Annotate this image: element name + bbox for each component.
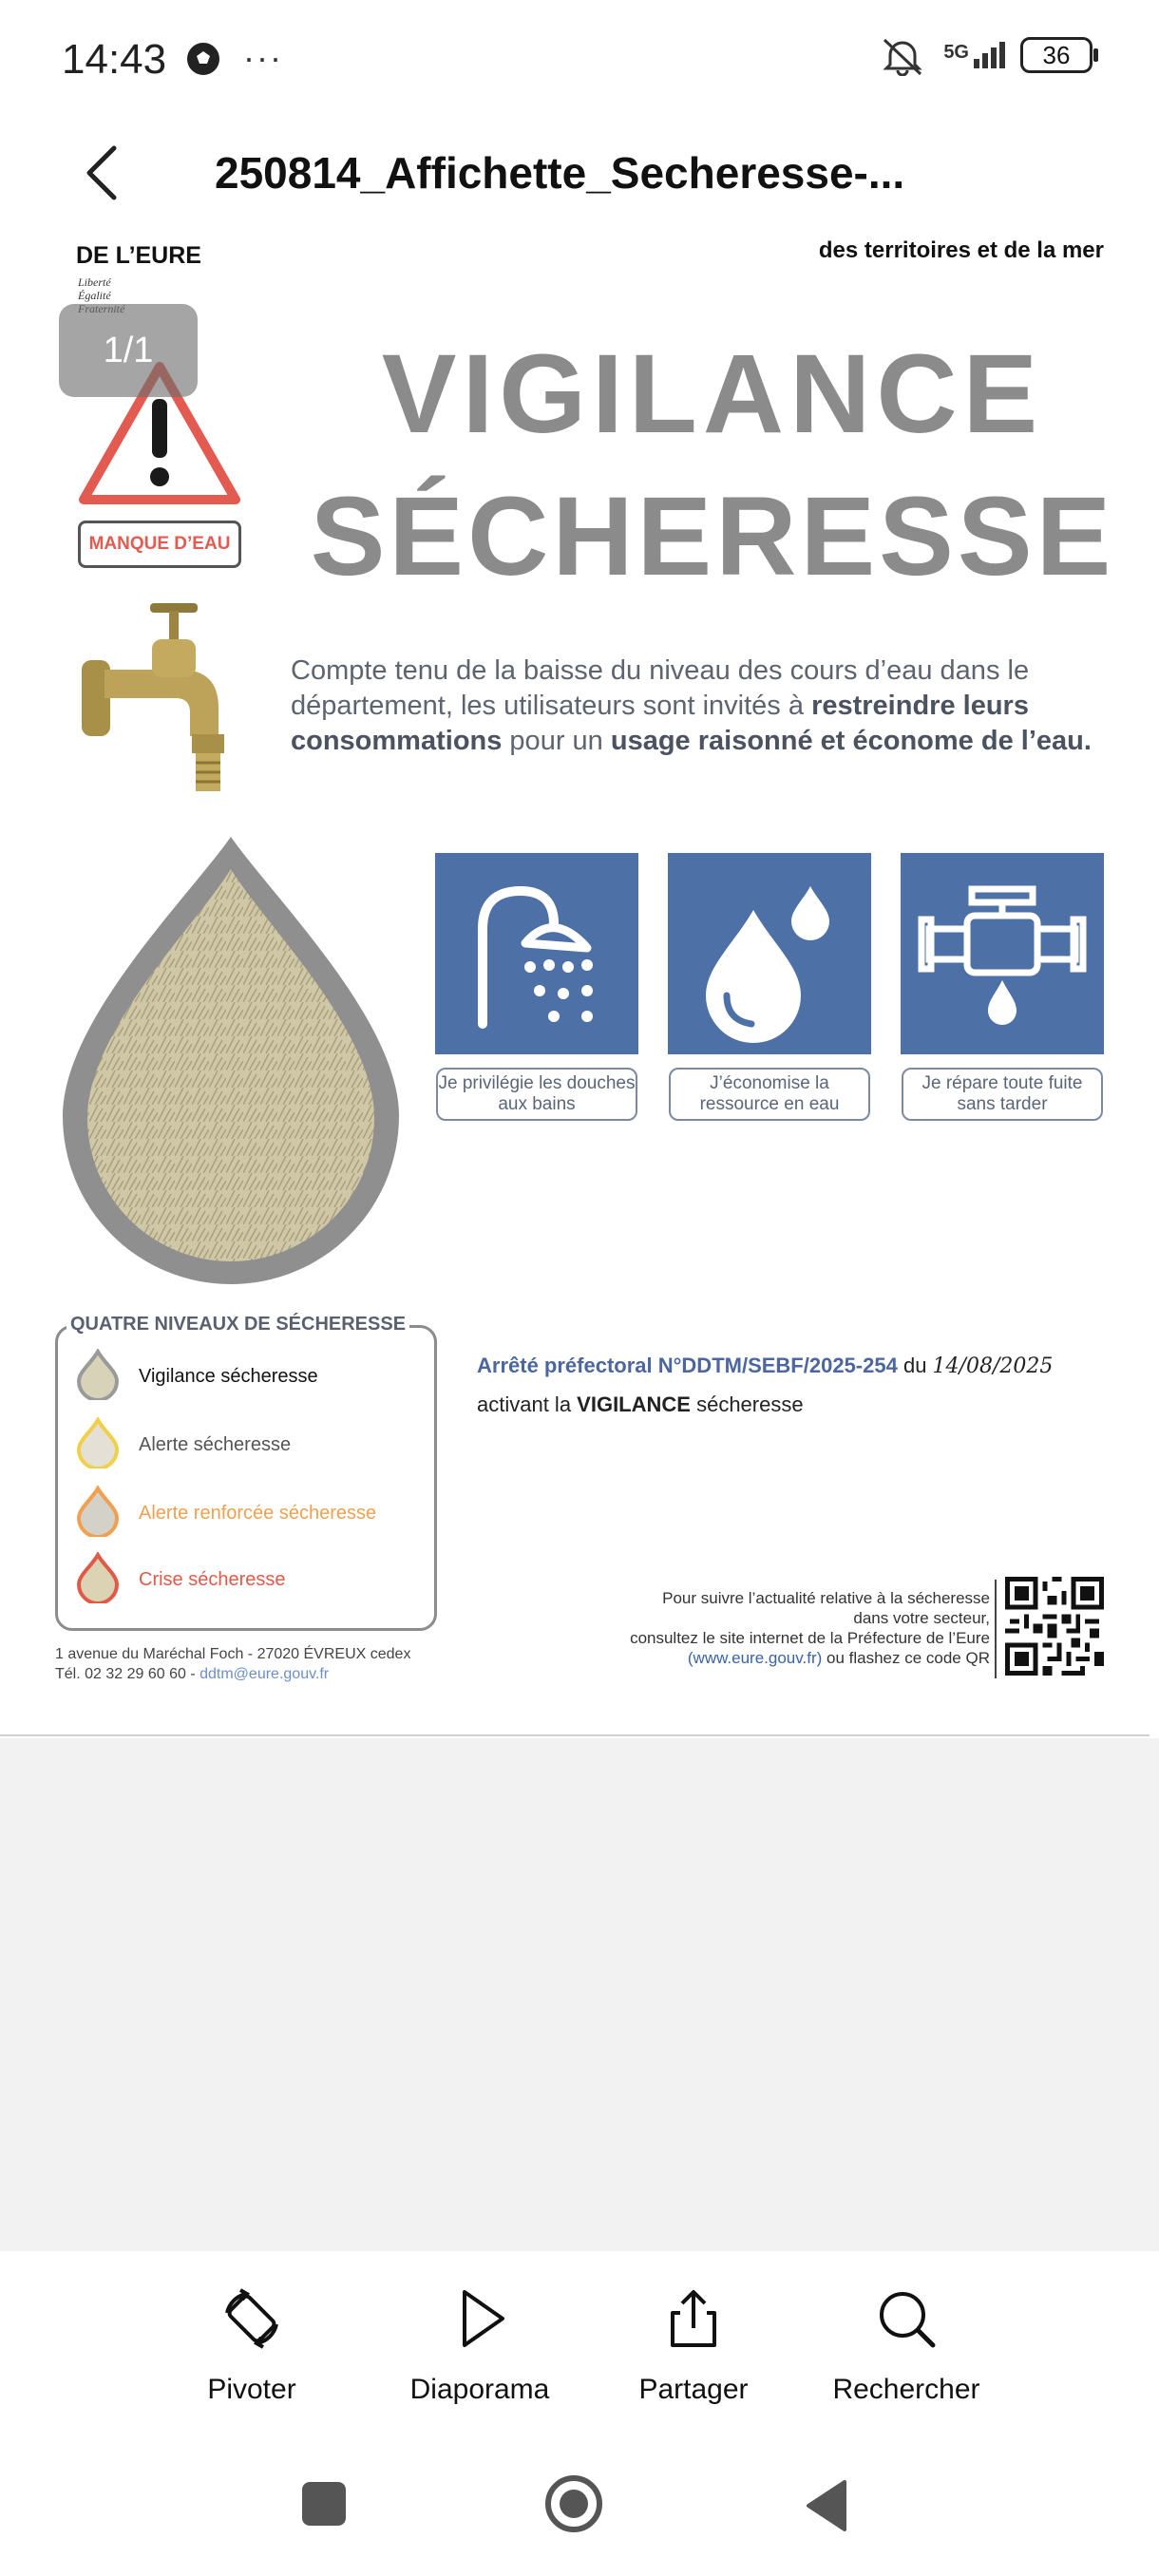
share-button[interactable] [598, 2284, 788, 2406]
document-title: 250814_Affichette_Secheresse-... [215, 148, 905, 198]
shower-icon [435, 853, 638, 1054]
back-arrow-icon[interactable] [78, 142, 125, 203]
rotate-button[interactable] [157, 2284, 347, 2406]
motto-line: Égalité [78, 289, 111, 302]
search-button[interactable] [811, 2284, 1001, 2406]
poster-title-line2: SÉCHERESSE [310, 474, 1115, 599]
level-label: Alerte renforcée sécheresse [139, 1503, 377, 1524]
football-icon [186, 42, 220, 76]
prefecture-name: DE L’EURE [76, 242, 201, 269]
qr-text-line: consultez le site internet de la Préfecture de l’Eure [630, 1629, 990, 1647]
intro-bold: restreindre leurs consommations [291, 691, 1029, 756]
motto-line: Liberté [78, 275, 111, 289]
arrete-reference [477, 1354, 1053, 1378]
arrete-number: Arrêté préfectoral N°DDTM/SEBF/2025-254 [477, 1354, 898, 1377]
qr-instructions [534, 1588, 990, 1668]
search-icon [872, 2284, 940, 2353]
status-time: 14:43 [62, 36, 167, 83]
home-button[interactable] [544, 2474, 603, 2533]
viewer-background [0, 1738, 1159, 2251]
qr-text-line: ou flashez ce code QR [822, 1649, 990, 1667]
intro-text [291, 653, 1115, 759]
slideshow-button[interactable] [385, 2284, 575, 2406]
qr-text-line: dans votre secteur, [853, 1609, 990, 1627]
alerte-drop-icon [74, 1417, 122, 1468]
slideshow-label: Diaporama [409, 2374, 550, 2405]
search-label: Rechercher [832, 2374, 980, 2405]
intro-part: pour un [502, 726, 611, 756]
intro-bold: usage raisonné et économe de l’eau. [610, 726, 1092, 756]
level-label: Alerte sécheresse [139, 1434, 292, 1455]
action-label: Je répare toute fuite sans tarder [902, 1068, 1103, 1121]
alerte-renforcee-drop-icon [74, 1486, 122, 1537]
activation-part: sécheresse [690, 1392, 804, 1416]
intro-part: Compte tenu de la baisse du niveau des cours d’eau dans le département, les utilisateurs sont invités à [291, 655, 1030, 721]
action-label: J’économise la ressource en eau [669, 1068, 870, 1121]
address-phone: Tél. 02 32 29 60 60 - [55, 1666, 200, 1682]
poster-title-line1: VIGILANCE [381, 331, 1044, 457]
activation-part: activant la [477, 1392, 578, 1416]
address-line: 1 avenue du Maréchal Foch - 27020 ÉVREUX cedex [55, 1646, 411, 1662]
activation-bold: VIGILANCE [577, 1392, 691, 1416]
status-indicators [877, 34, 1092, 76]
share-icon [659, 2284, 728, 2353]
shower-icon-tile [435, 853, 638, 1054]
address-email: ddtm@eure.gouv.fr [200, 1666, 330, 1682]
drought-levels-title: QUATRE NIVEAUX DE SÉCHERESSE [66, 1314, 409, 1335]
level-label: Vigilance sécheresse [139, 1366, 318, 1387]
qr-divider [995, 1580, 997, 1678]
signal-icon [943, 42, 1005, 68]
water-drop-icon [668, 853, 871, 1054]
water-tap-icon [76, 594, 266, 822]
water-drop-icon-tile [668, 853, 871, 1054]
play-icon [446, 2284, 514, 2353]
more-notifications-icon: ··· [243, 38, 283, 77]
ddtm-heading: des territoires et de la mer [818, 237, 1104, 263]
page-bottom-edge [0, 1734, 1150, 1736]
arrete-du: du [897, 1354, 933, 1377]
vigilance-drop-icon [74, 1349, 122, 1400]
ddtm-address [55, 1644, 410, 1684]
network-type: 5G [943, 42, 969, 63]
battery-level: 36 [1042, 40, 1071, 69]
arrete-date: 14/08/2025 [932, 1354, 1054, 1378]
prefecture-link: (www.eure.gouv.fr) [687, 1649, 823, 1667]
qr-text-line: Pour suivre l’actualité relative à la sécheresse [662, 1589, 990, 1607]
dry-grass-drop-image [55, 831, 407, 1287]
qr-code-image [1005, 1577, 1104, 1676]
pipe-leak-icon [901, 853, 1104, 1054]
alarm-off-icon [877, 34, 928, 76]
system-back-button[interactable] [803, 2478, 850, 2533]
activation-text [477, 1392, 804, 1417]
battery-indicator [1020, 37, 1092, 73]
water-shortage-label: MANQUE D’EAU [78, 521, 241, 568]
crise-drop-icon [74, 1552, 122, 1603]
rotate-label: Pivoter [207, 2374, 296, 2405]
page-indicator: 1/1 [59, 304, 198, 397]
level-label: Crise sécheresse [139, 1569, 286, 1590]
share-label: Partager [638, 2374, 749, 2405]
rotate-icon [218, 2284, 286, 2353]
pipe-leak-icon-tile [901, 853, 1104, 1054]
recent-apps-button[interactable] [302, 2482, 346, 2526]
action-label: Je privilégie les douches aux bains [436, 1068, 637, 1121]
